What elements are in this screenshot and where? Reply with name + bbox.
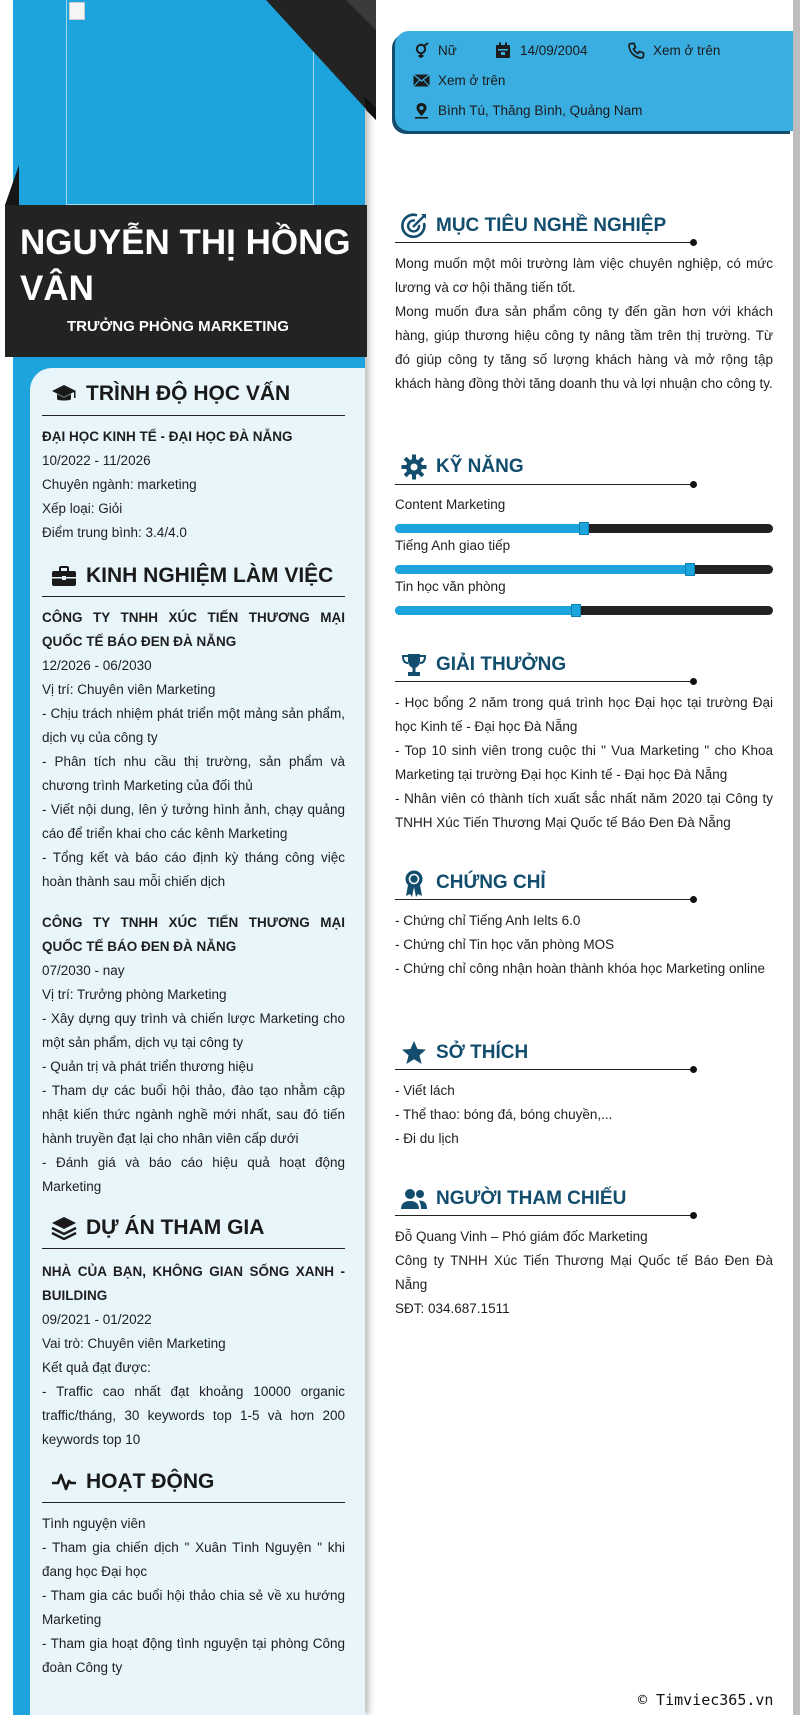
skill-name: Content Marketing: [395, 497, 506, 512]
objective-line: Mong muốn đưa sản phẩm công ty đến gần hơn với khách hàng, giúp thương hiệu công ty nâng tầm trên thị trường. Từ đó giúp công ty tăng số lượng khách hàng và mở rộng tập khách hàng đồng thời tăng doanh thu và lợi nhuận cho công ty.: [395, 304, 773, 391]
education-gpa: Điểm trung bình: 3.4/4.0: [42, 525, 187, 540]
education-rank: Xếp loại: Giỏi: [42, 501, 123, 516]
skill-name: Tiếng Anh giao tiếp: [395, 538, 511, 553]
activity-line: - Tham gia hoạt động tình nguyện tại phòng Công đoàn Công ty: [42, 1636, 345, 1675]
divider: [42, 1502, 345, 1503]
job-duty: - Viết nội dung, lên ý tưởng hình ảnh, chạy quảng cáo để triển khai cho các kênh Marketing: [42, 802, 345, 841]
broken-image-icon: [69, 2, 85, 20]
hobby-line: - Viết lách: [395, 1083, 455, 1098]
corner-ribbon: [266, 0, 376, 120]
hobbies-heading: [400, 1039, 528, 1067]
job-position: Vị trí: Trưởng phòng Marketing: [42, 987, 227, 1002]
job-company: CÔNG TY TNHH XÚC TIẾN THƯƠNG MẠI QUỐC TẾ BÁO ĐEN ĐÀ NẴNG: [42, 915, 345, 954]
hobbies-title: SỞ THÍCH: [436, 1042, 529, 1063]
job-duty: - Chịu trách nhiệm phát triển một mảng sản phẩm, dịch vụ của công ty: [42, 706, 345, 745]
education-period: 10/2022 - 11/2026: [42, 453, 151, 468]
trophy-icon: [400, 651, 428, 679]
divider: [42, 1248, 345, 1249]
reference-line: Đỗ Quang Vinh – Phó giám đốc Marketing: [395, 1229, 648, 1244]
experience-job-2: [42, 911, 345, 1199]
skill-bar: [395, 524, 773, 533]
award-line: - Nhân viên có thành tích xuất sắc nhất năm 2020 tại Công ty TNHH Xúc Tiến Thương Mại Quốc tế Báo Đen Đà Nẵng: [395, 791, 773, 830]
contact-birthday: [494, 41, 588, 59]
page-edge: [793, 0, 800, 1715]
certificate-line: - Chứng chỉ Tiếng Anh Ielts 6.0: [395, 913, 581, 928]
skill-bar-fill: [395, 524, 584, 533]
hobby-line: - Thể thao: bóng đá, bóng chuyền,...: [395, 1107, 613, 1122]
education-school: ĐẠI HỌC KINH TẾ - ĐẠI HỌC ĐÀ NẴNG: [42, 429, 293, 444]
references-heading: [400, 1185, 626, 1213]
education-title: TRÌNH ĐỘ HỌC VẤN: [86, 382, 291, 405]
activity-line: - Tham gia các buổi hội thảo chia sẻ về xu hướng Marketing: [42, 1588, 345, 1627]
contact-gender: [412, 41, 457, 59]
ribbon-fold: [5, 165, 19, 205]
divider: [395, 1069, 693, 1070]
hobbies-body: [395, 1079, 773, 1151]
graduation-cap-icon: [50, 380, 78, 408]
skill-name: Tin học văn phòng: [395, 579, 506, 594]
activities-title: HOẠT ĐỘNG: [86, 1470, 215, 1493]
job-duty: - Tham dự các buổi hội thảo, đào tạo nhằm cập nhật kiến thức ngành nghề mới nhất, sau đó tiến hành truyền đạt lại cho nhân viên cấp dưới: [42, 1083, 345, 1146]
project-result-label: Kết quả đạt được:: [42, 1360, 151, 1375]
awards-body: [395, 691, 773, 835]
job-period: 12/2026 - 06/2030: [42, 658, 152, 673]
education-heading: [50, 380, 290, 408]
certificates-title: CHỨNG CHỈ: [436, 872, 546, 893]
project-name: NHÀ CỦA BẠN, KHÔNG GIAN SỐNG XANH - BUILDING: [42, 1264, 345, 1303]
activities-heading: [50, 1468, 214, 1496]
job-company: CÔNG TY TNHH XÚC TIẾN THƯƠNG MẠI QUỐC TẾ BÁO ĐEN ĐÀ NẴNG: [42, 610, 345, 649]
certificate-line: - Chứng chỉ Tin học văn phòng MOS: [395, 937, 615, 952]
objective-line: Mong muốn một môi trường làm việc chuyên nghiệp, có mức lương và cơ hội thăng tiến tốt.: [395, 256, 773, 295]
objective-title: MỤC TIÊU NGHỀ NGHIỆP: [436, 215, 667, 236]
education-body: [42, 425, 345, 545]
certificates-body: [395, 909, 773, 981]
candidate-name: NGUYỄN THỊ HỒNG VÂN: [20, 223, 351, 308]
activities-body: [42, 1512, 345, 1680]
project-body: [42, 1260, 345, 1452]
pulse-icon: [50, 1468, 78, 1496]
skill-bar: [395, 606, 773, 615]
footer-copyright[interactable]: © Timviec365.vn: [638, 1691, 774, 1709]
experience-heading: [50, 562, 333, 590]
activity-line: Tình nguyện viên: [42, 1516, 146, 1531]
gender-value: Nữ: [438, 42, 457, 58]
divider: [395, 242, 693, 243]
awards-heading: [400, 651, 566, 679]
skill-bar-knob: [571, 604, 581, 617]
job-duty: - Xây dựng quy trình và chiến lược Marketing cho một sản phẩm, dịch vụ tại công ty: [42, 1011, 345, 1050]
project-role: Vai trò: Chuyên viên Marketing: [42, 1336, 226, 1351]
envelope-icon: [412, 71, 430, 89]
calendar-icon: [494, 41, 512, 59]
job-position: Vị trí: Chuyên viên Marketing: [42, 682, 216, 697]
contact-address: [412, 101, 642, 119]
birthday-value: 14/09/2004: [520, 42, 588, 58]
job-title: TRƯỞNG PHÒNG MARKETING: [67, 318, 289, 335]
skill-bar-knob: [579, 522, 589, 535]
reference-line: SĐT: 034.687.1511: [395, 1301, 510, 1316]
references-body: [395, 1225, 773, 1321]
divider: [395, 484, 693, 485]
skill-bar-fill: [395, 606, 576, 615]
job-duty: - Phân tích nhu cầu thị trường, sản phẩm và chương trình Marketing của đối thủ: [42, 754, 345, 793]
phone-icon: [627, 41, 645, 59]
awards-title: GIẢI THƯỞNG: [436, 654, 567, 675]
contact-email[interactable]: [412, 71, 505, 89]
job-duty: - Quản trị và phát triển thương hiệu: [42, 1059, 254, 1074]
project-period: 09/2021 - 01/2022: [42, 1312, 152, 1327]
skill-bar-knob: [685, 563, 695, 576]
projects-heading: [50, 1214, 264, 1242]
skills-title: KỸ NĂNG: [436, 456, 524, 477]
project-result: - Traffic cao nhất đạt khoảng 10000 organic traffic/tháng, 30 keywords top 1-5 và hơn 200 keywords top 10: [42, 1384, 345, 1447]
divider: [42, 596, 345, 597]
skill-bar-fill: [395, 565, 690, 574]
medal-ribbon-icon: [400, 869, 428, 897]
objective-heading: [400, 212, 666, 240]
contact-phone[interactable]: [627, 41, 720, 59]
divider: [42, 415, 345, 416]
skills-heading: [400, 453, 524, 481]
projects-title: DỰ ÁN THAM GIA: [86, 1216, 265, 1239]
divider: [395, 899, 693, 900]
hobby-line: - Đi du lịch: [395, 1131, 459, 1146]
certificates-heading: [400, 869, 546, 897]
divider: [395, 681, 693, 682]
users-icon: [400, 1185, 428, 1213]
award-line: - Top 10 sinh viên trong cuộc thi " Vua Marketing " cho Khoa Marketing tại trường Đại học Kinh tế - Đại học Đà Nẵng: [395, 743, 773, 782]
email-value: Xem ở trên: [438, 72, 506, 88]
job-duty: - Đánh giá và báo cáo hiệu quả hoạt động Marketing: [42, 1155, 345, 1194]
education-major: Chuyên ngành: marketing: [42, 477, 197, 492]
phone-value: Xem ở trên: [653, 42, 721, 58]
briefcase-icon: [50, 562, 78, 590]
address-value: Bình Tú, Thăng Bình, Quảng Nam: [438, 102, 643, 118]
location-pin-icon: [412, 101, 430, 119]
target-icon: [400, 212, 428, 240]
experience-job-1: [42, 606, 345, 894]
skill-bar: [395, 565, 773, 574]
references-title: NGƯỜI THAM CHIẾU: [436, 1188, 627, 1209]
job-duty: - Tổng kết và báo cáo định kỳ tháng công việc hoàn thành sau mỗi chiến dịch: [42, 850, 345, 889]
objective-body: [395, 252, 773, 396]
job-period: 07/2030 - nay: [42, 963, 125, 978]
gender-icon: [412, 41, 430, 59]
award-line: - Học bổng 2 năm trong quá trình học Đại học tại trường Đại học Kinh tế - Đại học Đà Nẵng: [395, 695, 773, 734]
certificate-line: - Chứng chỉ công nhận hoàn thành khóa học Marketing online: [395, 961, 766, 976]
reference-line: Công ty TNHH Xúc Tiến Thương Mại Quốc tế Báo Đen Đà Nẵng: [395, 1253, 773, 1292]
experience-title: KINH NGHIỆM LÀM VIỆC: [86, 564, 334, 587]
layers-icon: [50, 1214, 78, 1242]
divider: [395, 1215, 693, 1216]
star-icon: [400, 1039, 428, 1067]
gear-icon: [400, 453, 428, 481]
activity-line: - Tham gia chiến dịch " Xuân Tình Nguyện " khi đang học Đại học: [42, 1540, 345, 1579]
